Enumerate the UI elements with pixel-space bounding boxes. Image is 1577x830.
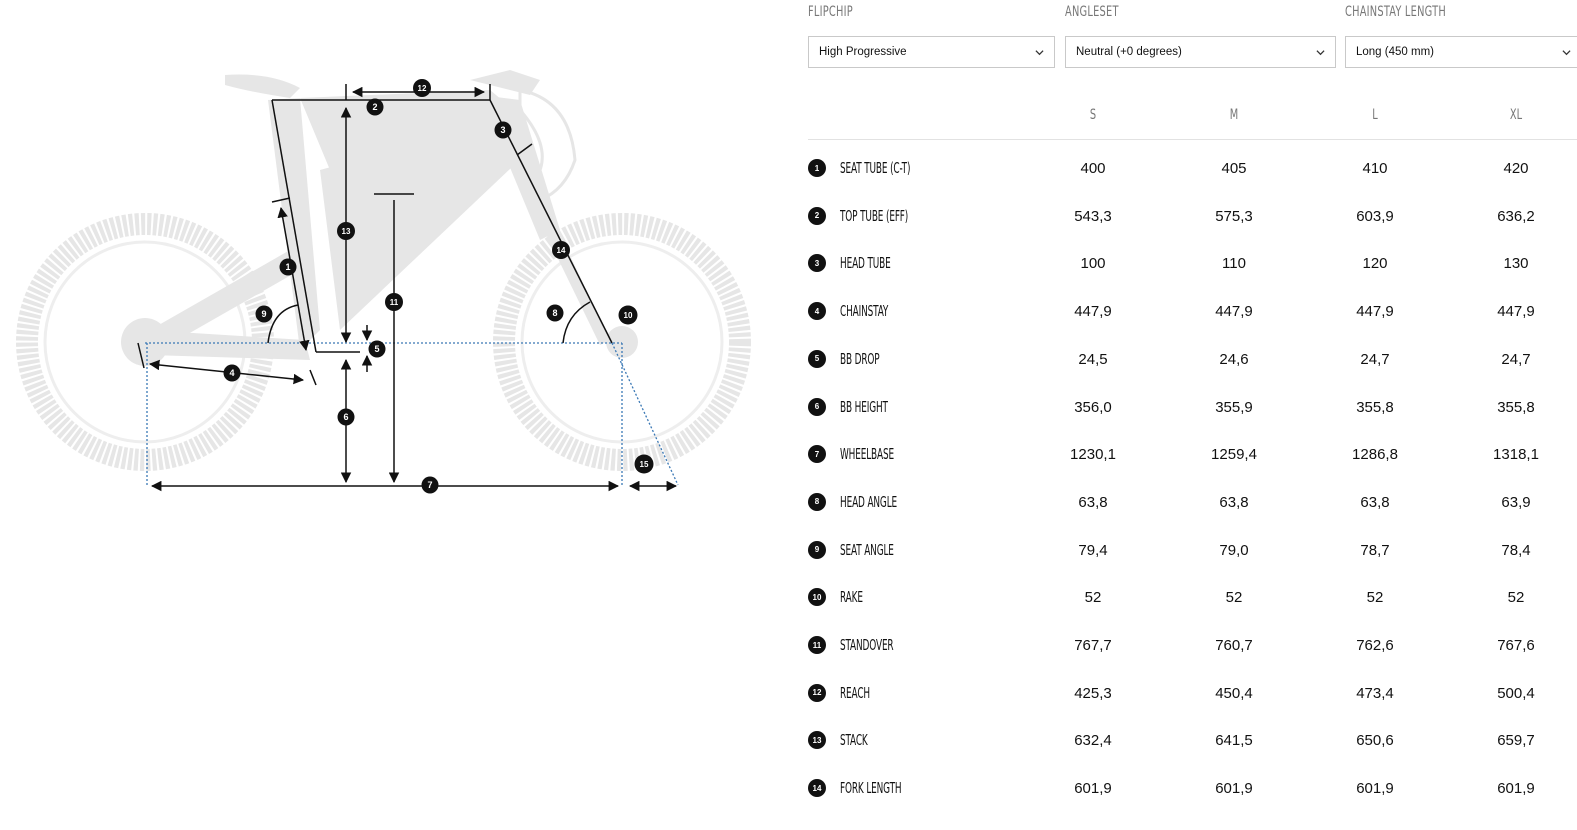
svg-text:2: 2: [372, 102, 378, 112]
callout-9: [256, 306, 273, 323]
value-cell: 425,3: [1074, 684, 1112, 702]
svg-text:12: 12: [417, 84, 427, 93]
value-cell: 100: [1080, 255, 1106, 273]
value-cell: 636,2: [1497, 207, 1535, 225]
value-cell: 120: [1362, 255, 1388, 273]
size-header-s: S: [1089, 107, 1097, 123]
row-label: RAKE: [840, 588, 863, 607]
value-cell: 400: [1080, 160, 1106, 177]
table-row: [808, 725, 1577, 755]
size-header-l: L: [1372, 107, 1378, 123]
value-cell: 450,4: [1215, 684, 1253, 702]
callout-5: [369, 341, 386, 358]
value-cell: 79,0: [1219, 541, 1249, 559]
row-number-badge: 6: [808, 398, 826, 416]
angleset-value: Neutral (+0 degrees): [1076, 46, 1182, 58]
row-number-badge: 1: [808, 159, 826, 177]
value-cell: 355,8: [1356, 398, 1394, 416]
row-number-badge: 4: [808, 302, 826, 320]
angleset-dropdown[interactable]: [1065, 36, 1336, 68]
value-cell: 24,6: [1219, 350, 1249, 368]
bike-geometry-diagram: [0, 0, 780, 830]
flipchip-dropdown[interactable]: [808, 36, 1055, 68]
value-cell: 1230,1: [1070, 446, 1116, 464]
row-number-badge: 2: [808, 207, 826, 225]
svg-text:13: 13: [341, 227, 351, 236]
row-label: SEAT TUBE (C-T): [840, 159, 911, 177]
value-cell: 650,6: [1356, 732, 1394, 750]
value-cell: 767,7: [1074, 637, 1112, 654]
value-cell: 1259,4: [1211, 446, 1257, 464]
angleset-label: ANGLESET: [1065, 4, 1119, 20]
callout-4: [224, 365, 241, 382]
value-cell: 1286,8: [1352, 446, 1398, 464]
value-cell: 24,5: [1078, 350, 1108, 368]
svg-text:1: 1: [285, 262, 291, 272]
chevron-down-icon: [1316, 48, 1325, 57]
value-cell: 52: [1507, 589, 1525, 607]
chevron-down-icon: [1035, 48, 1044, 57]
svg-text:6: 6: [343, 412, 349, 422]
row-label: WHEELBASE: [840, 445, 895, 464]
value-cell: 641,5: [1215, 732, 1253, 750]
callout-7: [422, 477, 439, 494]
value-cell: 79,4: [1078, 541, 1108, 559]
row-label: BB HEIGHT: [840, 397, 888, 416]
value-cell: 52: [1366, 589, 1384, 607]
bike-silhouette: [0, 0, 780, 830]
size-header-xl: XL: [1509, 107, 1523, 123]
callout-1: [280, 259, 297, 276]
svg-text:10: 10: [623, 311, 633, 320]
row-number-badge: 5: [808, 350, 826, 368]
value-cell: 63,9: [1501, 493, 1531, 511]
table-row: [808, 630, 1577, 660]
value-cell: 1318,1: [1493, 446, 1539, 464]
row-number-badge: 13: [808, 731, 826, 749]
svg-text:7: 7: [427, 480, 433, 490]
table-row: [808, 392, 1577, 422]
chevron-down-icon: [1562, 48, 1571, 57]
table-row: [808, 153, 1577, 183]
row-number-badge: 14: [808, 779, 826, 797]
value-cell: 767,6: [1497, 637, 1535, 654]
value-cell: 24,7: [1360, 350, 1390, 368]
table-row: [808, 487, 1577, 517]
value-cell: 762,6: [1356, 637, 1394, 654]
callout-10: [619, 306, 638, 325]
value-cell: 130: [1503, 255, 1529, 273]
svg-text:9: 9: [261, 309, 267, 319]
value-cell: 760,7: [1215, 637, 1253, 654]
callout-14: [552, 241, 570, 259]
value-cell: 355,8: [1497, 398, 1535, 416]
value-cell: 52: [1084, 589, 1102, 607]
value-cell: 410: [1362, 160, 1388, 177]
svg-text:8: 8: [552, 308, 558, 318]
row-label: HEAD ANGLE: [840, 492, 898, 511]
callout-6: [338, 409, 355, 426]
value-cell: 601,9: [1497, 780, 1535, 798]
row-number-badge: 3: [808, 254, 826, 272]
table-row: [808, 582, 1577, 612]
value-cell: 63,8: [1078, 493, 1108, 511]
row-label: CHAINSTAY: [840, 302, 889, 321]
svg-text:14: 14: [556, 246, 566, 255]
value-cell: 63,8: [1219, 493, 1249, 511]
row-label: HEAD TUBE: [840, 254, 891, 273]
table-row: [808, 344, 1577, 374]
callout-2: [367, 99, 384, 116]
value-cell: 78,4: [1501, 541, 1531, 559]
chainstay-value: Long (450 mm): [1356, 46, 1434, 58]
value-cell: 632,4: [1074, 732, 1112, 750]
callout-11: [385, 293, 403, 311]
value-cell: 575,3: [1215, 207, 1253, 225]
value-cell: 52: [1225, 589, 1243, 607]
row-label: FORK LENGTH: [840, 779, 902, 798]
svg-text:15: 15: [639, 460, 649, 469]
size-header-m: M: [1229, 107, 1239, 123]
row-label: STACK: [840, 731, 868, 750]
value-cell: 110: [1222, 255, 1246, 273]
table-row: [808, 678, 1577, 708]
callout-8: [547, 305, 564, 322]
svg-text:11: 11: [389, 298, 399, 307]
table-row: [808, 296, 1577, 326]
value-cell: 543,3: [1074, 207, 1112, 225]
value-cell: 78,7: [1360, 541, 1390, 559]
value-cell: 603,9: [1356, 207, 1394, 225]
row-number-badge: 11: [808, 636, 826, 654]
row-label: TOP TUBE (EFF): [840, 206, 909, 225]
value-cell: 24,7: [1501, 350, 1531, 368]
value-cell: 447,9: [1074, 303, 1112, 321]
value-cell: 355,9: [1215, 398, 1253, 416]
table-row: [808, 773, 1577, 803]
svg-text:4: 4: [229, 368, 235, 378]
table-row: [808, 248, 1577, 278]
row-label: BB DROP: [840, 349, 880, 368]
value-cell: 473,4: [1356, 684, 1394, 702]
callout-13: [337, 222, 355, 240]
value-cell: 447,9: [1497, 303, 1535, 321]
table-row: [808, 201, 1577, 231]
value-cell: 601,9: [1215, 780, 1253, 798]
value-cell: 500,4: [1497, 684, 1535, 702]
value-cell: 447,9: [1356, 303, 1394, 321]
value-cell: 601,9: [1074, 780, 1112, 798]
row-number-badge: 9: [808, 541, 826, 559]
flipchip-value: High Progressive: [819, 46, 907, 58]
flipchip-label: FLIPCHIP: [808, 4, 853, 20]
callout-3: [495, 122, 512, 139]
value-cell: 601,9: [1356, 780, 1394, 798]
svg-text:3: 3: [500, 125, 506, 135]
callout-12: [413, 79, 431, 97]
value-cell: 420: [1503, 160, 1529, 177]
header-divider: [808, 139, 1577, 140]
chainstay-dropdown[interactable]: [1345, 36, 1577, 68]
value-cell: 405: [1221, 160, 1247, 177]
row-number-badge: 7: [808, 445, 826, 463]
value-cell: 447,9: [1215, 303, 1253, 321]
row-number-badge: 8: [808, 493, 826, 511]
value-cell: 659,7: [1497, 732, 1535, 750]
row-label: REACH: [840, 683, 870, 702]
row-number-badge: 10: [808, 588, 826, 606]
row-number-badge: 12: [808, 684, 826, 702]
svg-text:5: 5: [374, 344, 380, 354]
table-row: [808, 439, 1577, 469]
chainstay-label: CHAINSTAY LENGTH: [1345, 4, 1446, 20]
callout-15: [635, 455, 654, 474]
value-cell: 356,0: [1074, 398, 1112, 416]
row-label: SEAT ANGLE: [840, 540, 894, 559]
table-row: [808, 535, 1577, 565]
row-label: STANDOVER: [840, 636, 894, 654]
value-cell: 63,8: [1360, 493, 1390, 511]
